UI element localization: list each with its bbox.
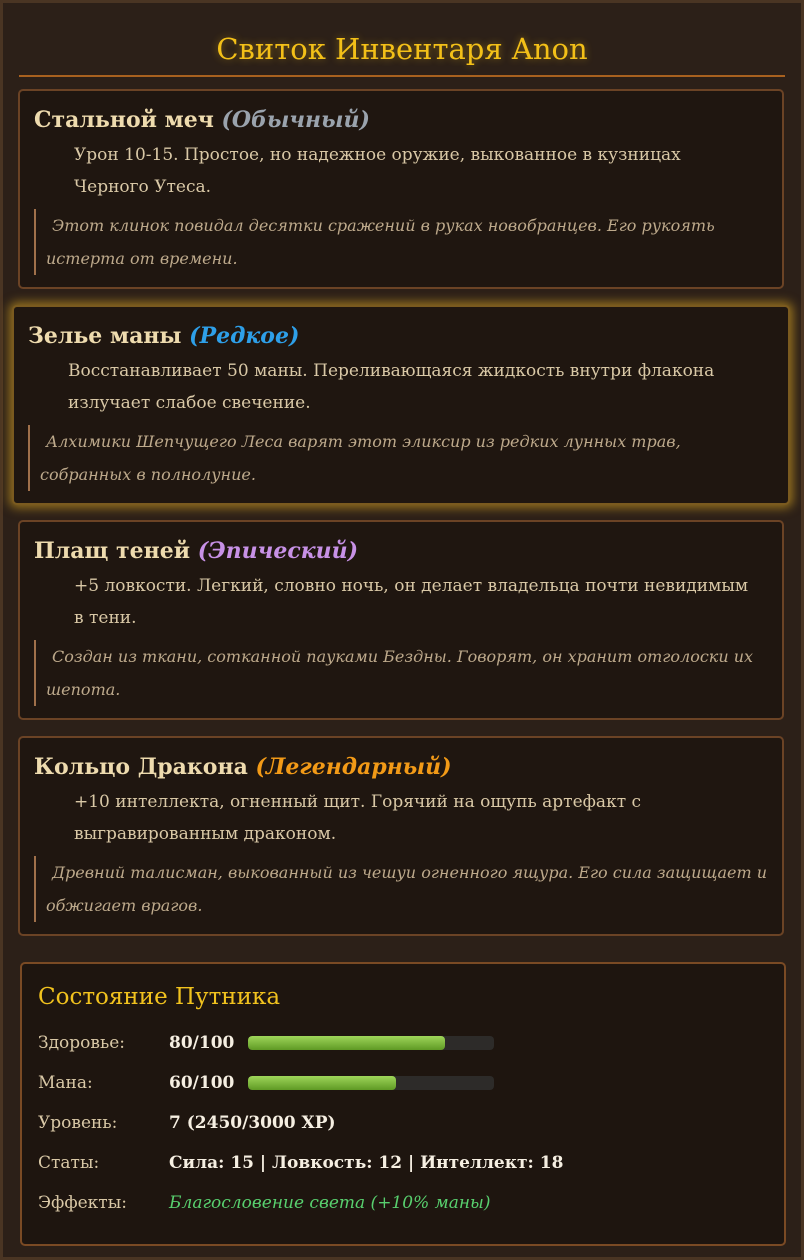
item-rarity: (Редкое) <box>189 323 300 349</box>
item-title <box>34 536 770 566</box>
item-description: +5 ловкости. Легкий, словно ночь, он делает владельца почти невидимым в тени. <box>74 576 749 628</box>
item-description: Восстанавливает 50 маны. Переливающаяся жидкость внутри флакона излучает слабое свечение. <box>68 361 715 413</box>
item-lore: Создан из ткани, сотканной пауками Бездны. Говорят, он хранит отголоски их шепота. <box>34 640 770 706</box>
item-name: Зелье маны <box>28 323 182 349</box>
health-bar-fill <box>248 1036 445 1050</box>
item-card-dragon-ring[interactable] <box>18 736 784 936</box>
status-title: Состояние Путника <box>38 984 281 1010</box>
item-title <box>34 105 770 135</box>
item-name: Стальной меч <box>34 107 214 133</box>
mana-label: Мана: <box>38 1073 93 1093</box>
item-lore: Алхимики Шепчущего Леса варят этот эликсир из редких лунных трав, собранных в полнолуние. <box>28 425 776 491</box>
stats-label: Статы: <box>38 1153 100 1173</box>
item-name: Кольцо Дракона <box>34 754 248 780</box>
mana-bar-fill <box>248 1076 396 1090</box>
item-rarity: (Легендарный) <box>255 754 452 780</box>
health-value: 80/100 <box>169 1033 235 1053</box>
mana-bar <box>248 1076 494 1090</box>
mana-row <box>38 1068 758 1098</box>
item-description: +10 интеллекта, огненный щит. Горячий на ощупь артефакт с выгравированным драконом. <box>74 792 642 844</box>
mana-value: 60/100 <box>169 1073 235 1093</box>
health-bar <box>248 1036 494 1050</box>
item-description: Урон 10-15. Простое, но надежное оружие, выкованное в кузницах Черного Утеса. <box>74 145 681 197</box>
page-title: Свиток Инвентаря Anon <box>216 32 588 66</box>
item-lore: Этот клинок повидал десятки сражений в руках новобранцев. Его рукоять истерта от времени. <box>34 209 770 275</box>
stats-row <box>38 1148 758 1178</box>
effects-label: Эффекты: <box>38 1193 127 1213</box>
level-value: 7 (2450/3000 XP) <box>169 1113 336 1133</box>
stats-value: Сила: 15 | Ловкость: 12 | Интеллект: 18 <box>169 1153 564 1173</box>
header <box>19 3 785 77</box>
item-name: Плащ теней <box>34 538 191 564</box>
item-card-shadow-cloak[interactable] <box>18 520 784 720</box>
level-row <box>38 1108 758 1138</box>
item-card-steel-sword[interactable] <box>18 89 784 289</box>
item-title <box>34 752 770 782</box>
item-title <box>28 321 776 351</box>
item-lore: Древний талисман, выкованный из чешуи огненного ящура. Его сила защищает и обжигает врагов. <box>34 856 770 922</box>
effects-row <box>38 1188 758 1218</box>
level-label: Уровень: <box>38 1113 118 1133</box>
item-card-mana-potion[interactable] <box>12 305 790 505</box>
health-row <box>38 1028 758 1058</box>
item-rarity: (Эпический) <box>197 538 359 564</box>
health-label: Здоровье: <box>38 1033 126 1053</box>
effects-value: Благословение света (+10% маны) <box>169 1193 491 1213</box>
traveler-status-panel <box>20 962 786 1246</box>
item-rarity: (Обычный) <box>221 107 370 133</box>
